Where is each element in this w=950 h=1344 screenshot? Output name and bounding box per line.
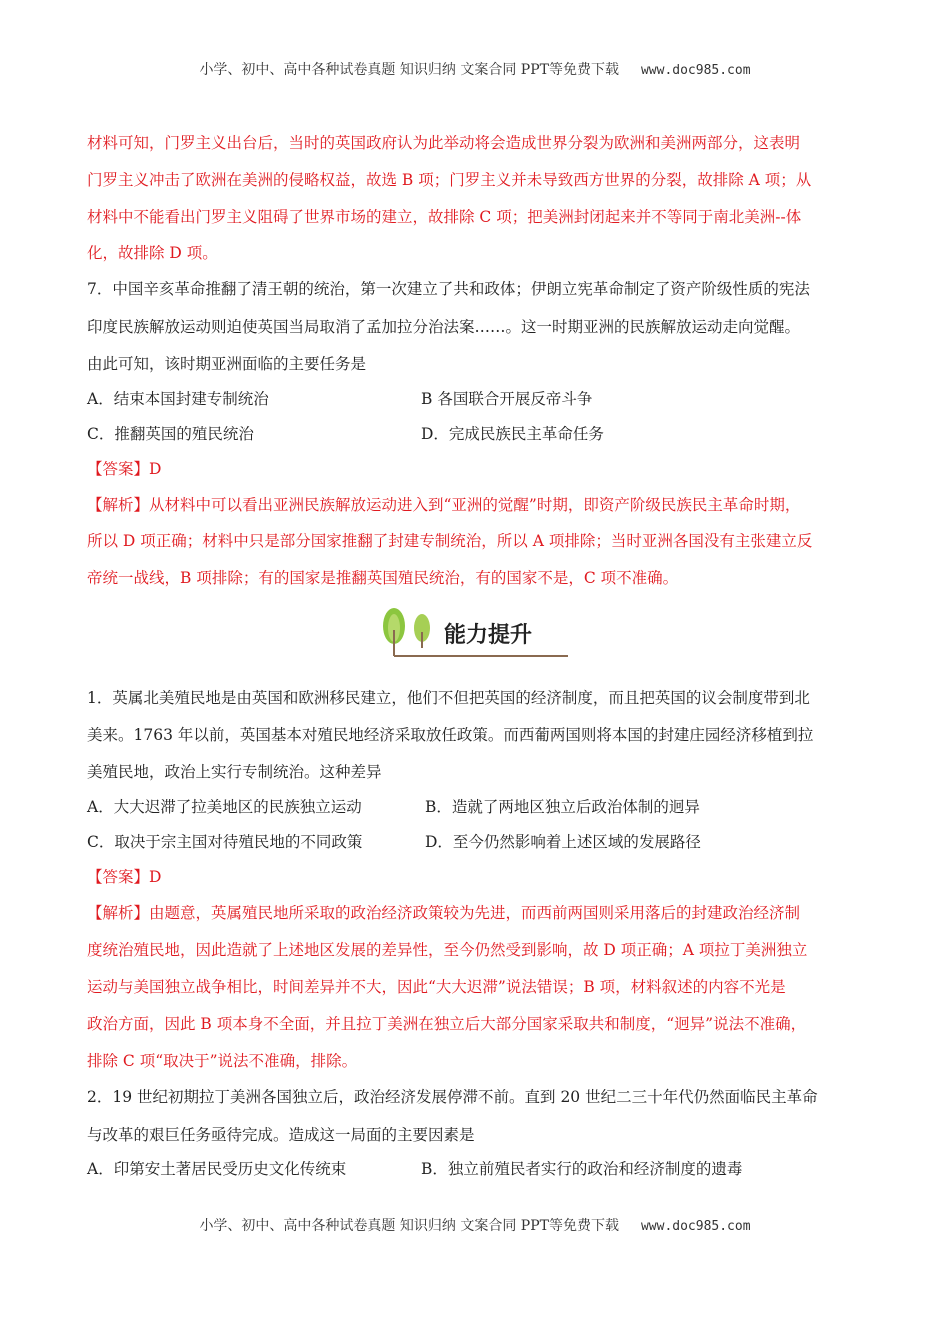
question-stem: 印度民族解放运动则迫使英国当局取消了孟加拉分治法案……。这一时期亚洲的民族解放运动走向觉醒。 [87, 318, 801, 336]
answer: 【答案】D [87, 868, 162, 886]
option-d: D．完成民族民主革命任务 [421, 425, 604, 443]
question-stem: 与改革的艰巨任务亟待完成。造成这一局面的主要因素是 [87, 1126, 475, 1144]
footer-text: 小学、初中、高中各种试卷真题 知识归纳 文案合同 PPT等免费下载 [199, 1218, 619, 1234]
option-b: B．独立前殖民者实行的政治和经济制度的遗毒 [421, 1160, 743, 1178]
question-stem: 2．19 世纪初期拉丁美洲各国独立后，政治经济发展停滞不前。直到 20 世纪二三十年代仍然面临民主革命 [87, 1088, 818, 1106]
option-b: B．造就了两地区独立后政治体制的迥异 [425, 798, 700, 816]
analysis-line: 化，故排除 D 项。 [87, 244, 218, 262]
question-stem: 7．中国辛亥革命推翻了清王朝的统治，第一次建立了共和政体；伊朗立宪革命制定了资产阶级性质的宪法 [87, 280, 810, 298]
option-a: A．结束本国封建专制统治 [87, 390, 269, 408]
analysis-line: 帝统一战线，B 项排除；有的国家是推翻英国殖民统治，有的国家不是，C 项不准确。 [87, 569, 679, 587]
option-c: C．取决于宗主国对待殖民地的不同政策 [87, 833, 363, 851]
analysis-line: 度统治殖民地，因此造就了上述地区发展的差异性，至今仍然受到影响，故 D 项正确；A 项拉丁美洲独立 [87, 941, 808, 959]
question-stem: 1．英属北美殖民地是由英国和欧洲移民建立，他们不但把英国的经济制度，而且把英国的议会制度带到北 [87, 689, 810, 707]
option-b: B 各国联合开展反帝斗争 [421, 390, 593, 408]
section-banner [376, 606, 572, 660]
analysis-line: 门罗主义冲击了欧洲在美洲的侵略权益，故选 B 项；门罗主义并未导致西方世界的分裂，故排除 A 项；从 [87, 171, 812, 189]
answer: 【答案】D [87, 460, 162, 478]
analysis-line: 所以 D 项正确；材料中只是部分国家推翻了封建专制统治，所以 A 项排除；当时亚洲各国没有主张建立反 [87, 532, 813, 550]
header-text: 小学、初中、高中各种试卷真题 知识归纳 文案合同 PPT等免费下载 [199, 62, 619, 78]
analysis-line: 排除 C 项“取决于”说法不准确，排除。 [87, 1052, 358, 1070]
analysis-line: 政治方面，因此 B 项本身不全面，并且拉丁美洲在独立后大部分国家采取共和制度，“迥异”说法不准确， [87, 1015, 807, 1033]
analysis-line: 材料可知，门罗主义出台后，当时的英国政府认为此举动将会造成世界分裂为欧洲和美洲两部分，这表明 [87, 134, 801, 152]
analysis-line: 材料中不能看出门罗主义阻碍了世界市场的建立，故排除 C 项；把美洲封闭起来并不等同于南北美洲--体 [87, 208, 802, 226]
question-stem: 由此可知，该时期亚洲面临的主要任务是 [87, 355, 367, 373]
option-c: C．推翻英国的殖民统治 [87, 425, 254, 443]
page-header [0, 59, 950, 79]
option-a: A．大大迟滞了拉美地区的民族独立运动 [87, 798, 362, 816]
section-title: 能力提升 [444, 623, 533, 648]
analysis-line: 运动与美国独立战争相比，时间差异并不大，因此“大大迟滞”说法错误；B 项，材料叙述的内容不光是 [87, 978, 786, 996]
footer-url[interactable]: www.doc985.com [640, 1219, 751, 1234]
page-footer [0, 1215, 950, 1235]
analysis-line: 【解析】由题意，英属殖民地所采取的政治经济政策较为先进，而西前两国则采用落后的封建政治经济制 [87, 904, 801, 922]
question-stem: 美殖民地，政治上实行专制统治。这种差异 [87, 763, 382, 781]
option-d: D．至今仍然影响着上述区域的发展路径 [425, 833, 701, 851]
option-a: A．印第安土著居民受历史文化传统束 [87, 1160, 347, 1178]
header-url[interactable]: www.doc985.com [640, 63, 751, 78]
analysis-line: 【解析】从材料中可以看出亚洲民族解放运动进入到“亚洲的觉醒”时期，即资产阶级民族民主革命时期， [87, 496, 801, 514]
question-stem: 美来。1763 年以前，英国基本对殖民地经济采取放任政策。而西葡两国则将本国的封建庄园经济移植到拉 [87, 726, 814, 744]
